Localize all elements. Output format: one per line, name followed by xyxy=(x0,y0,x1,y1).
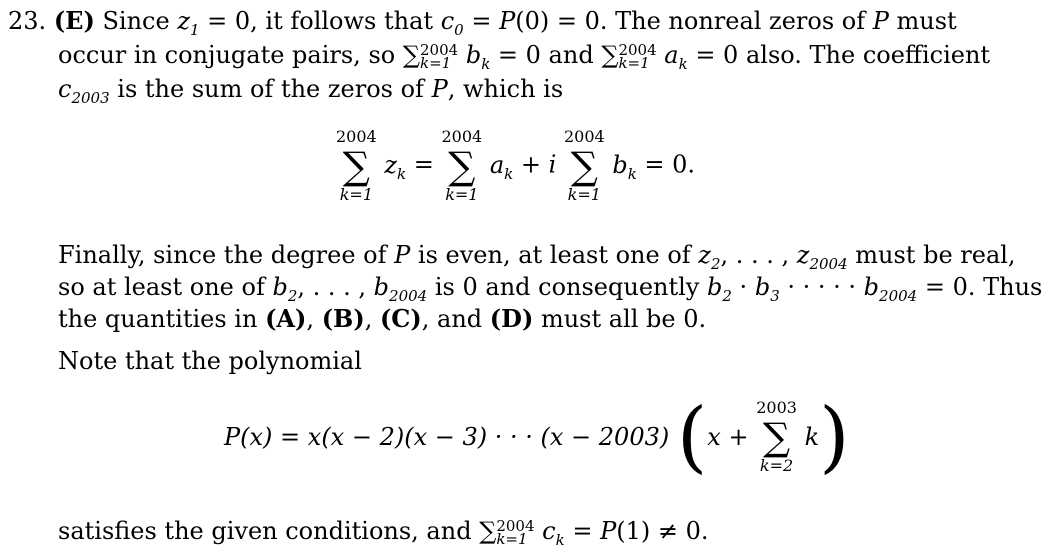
problem-line-3 xyxy=(58,74,564,107)
inline-sum-b: ∑ 2004 k=1 $b_k$ xyxy=(402,40,491,73)
text: , which is xyxy=(447,75,564,103)
inline-sum-c: ∑ 2004 k=1 $c_k$ xyxy=(479,516,565,549)
para2-line-1: Finally, since the degree of P is even, at least one of $z_2$, . . . , $z_{2004}$ must be real, xyxy=(58,241,1016,273)
polynomial-display: P(x) = x(x − 2)(x − 3) · · · (x − 2003) (x + 2003 ∑ k=2 k) xyxy=(224,392,850,482)
math-c0: $c_0$ xyxy=(440,7,464,39)
option-c: (C) xyxy=(379,304,422,333)
problem-number: 23. xyxy=(8,7,47,35)
option-b: (B) xyxy=(321,304,365,333)
para2-line-3: the quantities in (A), (B), (C), and (D) must all be 0. xyxy=(58,304,707,333)
text: = 0 also. The coefficient xyxy=(687,41,991,69)
math-z1: $z_1$ xyxy=(177,7,200,39)
inline-sum-a: ∑ 2004 k=1 $a_k$ xyxy=(601,40,688,73)
sum-operator: 2004 ∑ k=1 xyxy=(441,127,483,204)
sum-lower: k=1 xyxy=(618,53,650,72)
answer-label: (E) xyxy=(53,6,95,35)
display-equation: 2004 ∑ k=1 $z_k$ = 2004 ∑ k=1 $a_k + i$ 2004 ∑ k=1 $b_k = 0$. xyxy=(336,127,696,204)
math-c2003: $c_{2003}$ xyxy=(58,75,110,107)
math-P: P xyxy=(431,75,448,103)
option-d: (D) xyxy=(489,304,534,333)
text: = 0 and xyxy=(490,41,602,69)
sum-operator: 2003 ∑ k=2 xyxy=(756,398,797,475)
option-a: (A) xyxy=(265,304,307,333)
text: must xyxy=(888,7,957,35)
problem-line-1 xyxy=(8,6,957,39)
text: (0) = 0. The nonreal zeros of xyxy=(515,7,873,35)
text: is the sum of the zeros of xyxy=(109,75,432,103)
sum-operator: 2004 ∑ k=1 xyxy=(336,127,377,204)
para2-line-2: so at least one of $b_2$, . . . , $b_{2004}$ is 0 and consequently $b_2 \cdot b_3$ · · · · · $b_{2004} = 0$. Thus xyxy=(58,273,1042,305)
text: = 0, it follows that xyxy=(199,7,441,35)
sum-operator: 2004 ∑ k=1 xyxy=(563,127,605,204)
final-line: satisfies the given conditions, and ∑ 2004 k=1 $c_k = P(1) \ne 0$. xyxy=(58,516,709,549)
text: = xyxy=(463,7,500,35)
text: occur in conjugate pairs, so xyxy=(58,41,403,69)
note-line: Note that the polynomial xyxy=(58,347,362,375)
sum-upper: 2004 xyxy=(419,40,459,59)
problem-line-2 xyxy=(58,40,991,73)
sum-lower: k=1 xyxy=(419,53,452,72)
sum-upper: 2004 xyxy=(618,40,657,59)
math-P: P xyxy=(872,7,889,35)
text: Since xyxy=(102,7,178,35)
math-P: P xyxy=(499,7,516,35)
